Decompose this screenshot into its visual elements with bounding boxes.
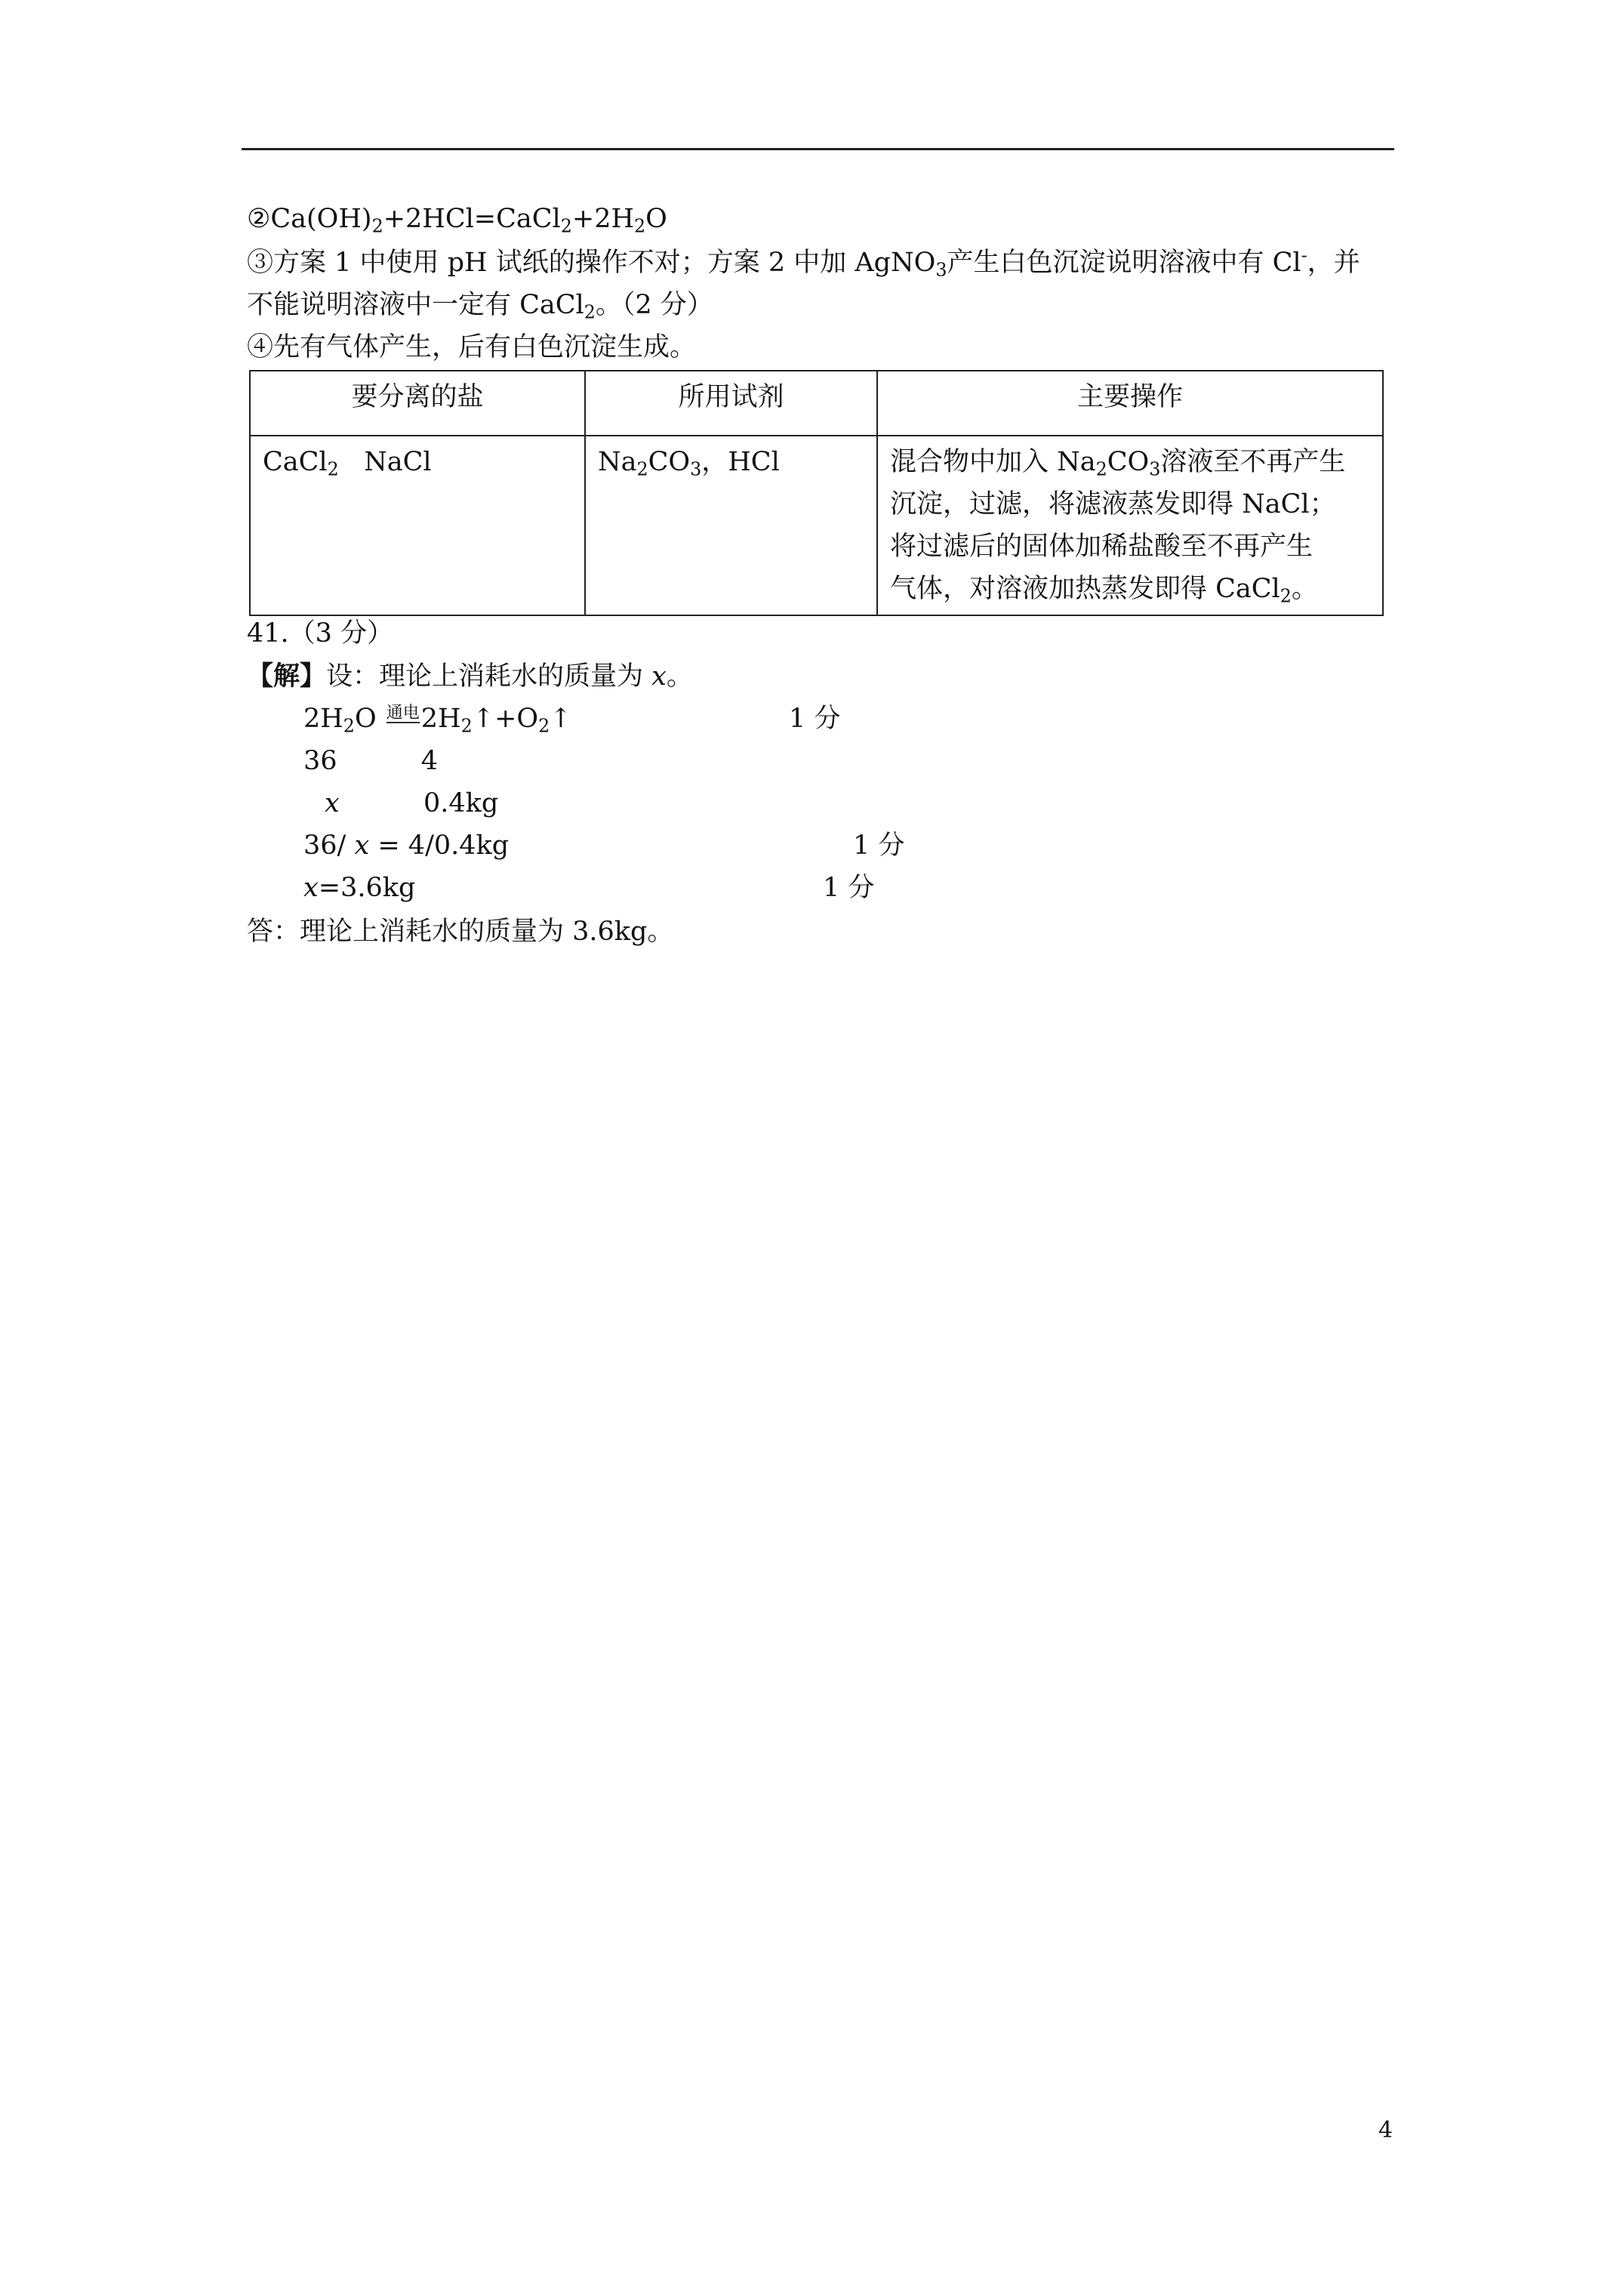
table-header-row (250, 371, 1383, 436)
cell-salts: CaCl$_2$ NaCl (250, 436, 585, 615)
header-rule (242, 148, 1394, 150)
operation-line-1: 混合物中加入 $Na_2CO_3$溶液至不再产生 (890, 447, 1346, 480)
salt-separation-table (249, 370, 1384, 616)
q41-proportion: 36/ x = 4/0.4kg (303, 831, 510, 861)
answer-4: ④先有气体产生，后有白色沉淀生成。 (247, 332, 697, 362)
page-number: 4 (1378, 2117, 1394, 2143)
header-salts: 要分离的盐 (250, 371, 585, 436)
solve-label: 【解】 (247, 661, 327, 692)
table-row (250, 436, 1383, 615)
q41-result: x=3.6kg (303, 873, 416, 903)
cell-reagents: $Na_2CO_3$，HCl (585, 436, 877, 615)
score-3: 1 分 (823, 873, 875, 903)
answer-3-line-1: ③方案 1 中使用 pH 试纸的操作不对；方案 2 中加 AgNO$_3$产生白色沉淀说明溶液中有 Cl-，并 (247, 244, 1360, 281)
score-2: 1 分 (853, 831, 905, 861)
solve-text: 设：理论上消耗水的质量为 x。 (326, 661, 693, 692)
operation-line-4: 气体，对溶液加热蒸发即得 CaCl$_2$。 (890, 574, 1318, 607)
answer-2-equation: $②Ca(OH)_2+2HCl=CaCl_2+2H_2O$ (247, 204, 667, 237)
q41-ratio-bottom: x 0.4kg (325, 788, 499, 818)
header-reagents: 所用试剂 (585, 371, 877, 436)
cell-operation (877, 436, 1383, 615)
q41-equation: $2H_2O$ 通电$2H_2↑+O_2↑$ (303, 704, 572, 737)
header-operation: 主要操作 (877, 371, 1383, 436)
q41-ratio-top: 36 4 (303, 746, 439, 776)
score-1: 1 分 (789, 704, 841, 734)
q41-title: 41.（3 分） (247, 618, 394, 649)
answer-3-line-2: 不能说明溶液中一定有 CaCl$_2$。（2 分） (247, 290, 713, 323)
operation-line-3: 将过滤后的固体加稀盐酸至不再产生 (890, 532, 1313, 562)
operation-line-2: 沉淀，过滤，将滤液蒸发即得 NaCl； (890, 489, 1336, 519)
reaction-condition: 通电 (386, 704, 420, 723)
q41-answer: 答：理论上消耗水的质量为 3.6kg。 (247, 917, 674, 947)
q41-solve-line (247, 658, 693, 695)
